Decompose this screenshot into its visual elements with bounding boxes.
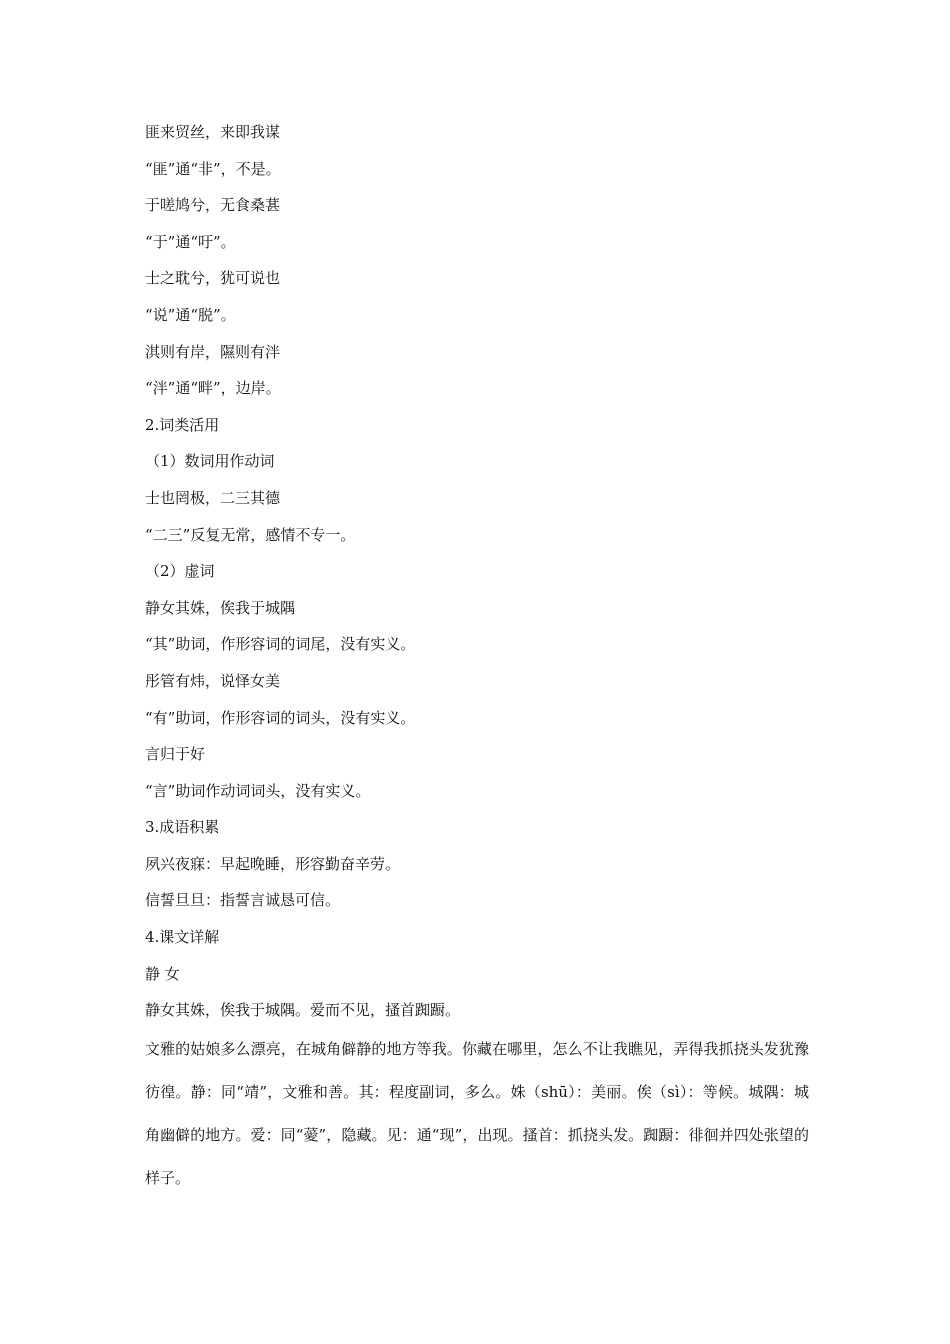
text-line: 彤管有炜，说怿女美 <box>145 671 281 690</box>
text-line: “于”通“吁”。 <box>145 232 236 251</box>
text-line: 匪来贸丝，来即我谋 <box>145 123 281 141</box>
text-line: 淇则有岸，隰则有泮 <box>145 342 281 361</box>
subsection-heading: （1）数词用作动词 <box>145 452 275 471</box>
text-line: “有”助词，作形容词的词头，没有实义。 <box>145 708 416 727</box>
text-line: 信誓旦旦：指誓言诚恳可信。 <box>145 891 341 910</box>
document-page <box>145 122 809 1200</box>
text-line: 静女其姝，俟我于城隅 <box>145 598 296 617</box>
section-heading: 3.成语积累 <box>145 818 220 837</box>
text-line: “其”助词，作形容词的词尾，没有实义。 <box>145 635 416 654</box>
text-line: 言归于好 <box>145 745 206 764</box>
section-heading: 2.词类活用 <box>145 415 220 434</box>
text-line: 士也罔极，二三其德 <box>145 488 281 507</box>
subsection-heading: （2）虚词 <box>145 562 215 581</box>
translation-paragraph: 文雅的姑娘多么漂亮，在城角僻静的地方等我。你藏在哪里，怎么不让我瞧见，弄得我抓挠头发犹豫彷徨。静：同“靖”，文雅和善。其：程度副词，多么。姝（shū）：美丽。俟（sì）：等候。城隅：城角幽僻的地方。爱：同“薆”，隐藏。见：通“现”，出现。搔首：抓挠头发。踟蹰：徘徊并四处张望的样子。 <box>145 1039 809 1187</box>
text-line: 于嗟鸠兮，无食桑葚 <box>145 196 281 215</box>
section-heading: 4.课文详解 <box>145 928 220 947</box>
text-line: “二三”反复无常，感情不专一。 <box>145 525 356 544</box>
text-line: “匪”通“非”，不是。 <box>145 159 281 178</box>
text-line: 夙兴夜寐：早起晚睡，形容勤奋辛劳。 <box>145 854 401 873</box>
poem-title: 静 女 <box>145 964 180 983</box>
poem-text: 静女其姝，俟我于城隅。爱而不见，搔首踟蹰。 <box>145 1001 461 1020</box>
text-line: “泮”通“畔”，边岸。 <box>145 379 281 398</box>
text-line: 士之耽兮，犹可说也 <box>145 269 281 288</box>
text-line: “言”助词作动词词头，没有实义。 <box>145 781 371 800</box>
text-line: “说”通“脱”。 <box>145 305 236 324</box>
